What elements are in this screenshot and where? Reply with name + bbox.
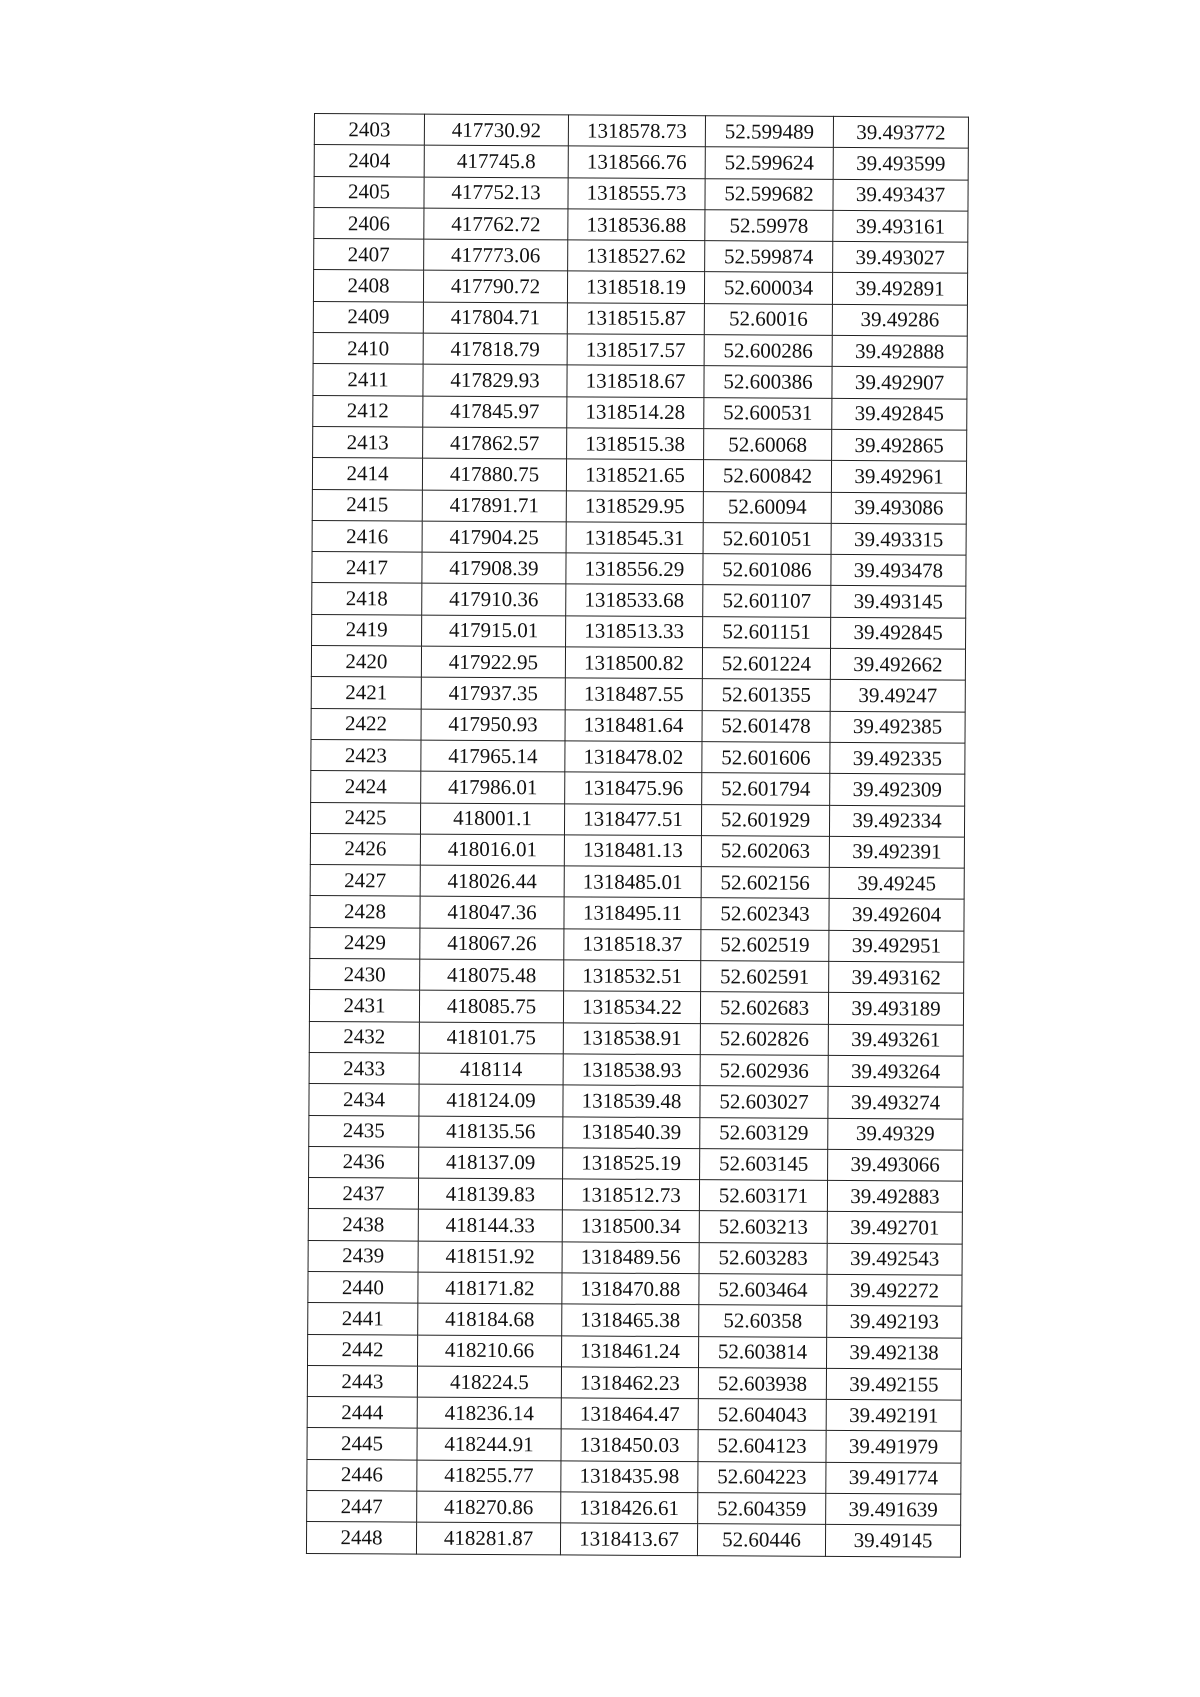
point-number-cell: 2438 <box>308 1209 418 1241</box>
table-row <box>311 646 965 681</box>
x-coordinate-cell: 417908.39 <box>422 552 566 584</box>
x-coordinate-cell: 418124.09 <box>419 1084 563 1116</box>
point-number-cell: 2404 <box>314 145 424 177</box>
longitude-cell: 39.493162 <box>829 961 964 993</box>
table-row <box>312 583 966 618</box>
longitude-cell: 39.492845 <box>832 398 967 430</box>
x-coordinate-cell: 417880.75 <box>422 458 566 490</box>
y-coordinate-cell: 1318527.62 <box>568 240 705 272</box>
point-number-cell: 2430 <box>310 959 420 991</box>
y-coordinate-cell: 1318512.73 <box>562 1179 699 1211</box>
longitude-cell: 39.492309 <box>830 774 965 806</box>
latitude-cell: 52.603129 <box>700 1117 828 1149</box>
table-row <box>308 1178 962 1213</box>
latitude-cell: 52.602683 <box>700 992 828 1024</box>
latitude-cell: 52.603283 <box>699 1242 827 1274</box>
y-coordinate-cell: 1318450.03 <box>561 1429 698 1461</box>
latitude-cell: 52.603027 <box>700 1086 828 1118</box>
y-coordinate-cell: 1318515.87 <box>567 303 704 335</box>
latitude-cell: 52.602826 <box>700 1023 828 1055</box>
point-number-cell: 2436 <box>309 1146 419 1178</box>
point-number-cell: 2431 <box>309 990 419 1022</box>
latitude-cell: 52.601086 <box>703 554 831 586</box>
point-number-cell: 2423 <box>311 739 421 771</box>
x-coordinate-cell: 417762.72 <box>424 208 568 240</box>
latitude-cell: 52.604223 <box>698 1461 826 1493</box>
y-coordinate-cell: 1318426.61 <box>561 1492 698 1524</box>
y-coordinate-cell: 1318481.13 <box>564 835 701 867</box>
longitude-cell: 39.491639 <box>826 1493 961 1525</box>
y-coordinate-cell: 1318517.57 <box>567 334 704 366</box>
latitude-cell: 52.600034 <box>704 272 832 304</box>
point-number-cell: 2422 <box>311 708 421 740</box>
x-coordinate-cell: 418047.36 <box>420 897 564 929</box>
y-coordinate-cell: 1318539.48 <box>563 1085 700 1117</box>
point-number-cell: 2421 <box>311 677 421 709</box>
point-number-cell: 2425 <box>310 802 420 834</box>
x-coordinate-cell: 417915.01 <box>422 615 566 647</box>
point-number-cell: 2448 <box>306 1522 416 1554</box>
y-coordinate-cell: 1318515.38 <box>567 428 704 460</box>
latitude-cell: 52.604043 <box>698 1399 826 1431</box>
longitude-cell: 39.493086 <box>831 492 966 524</box>
table-row <box>310 802 964 837</box>
longitude-cell: 39.492334 <box>829 805 964 837</box>
table-row <box>314 145 968 180</box>
point-number-cell: 2445 <box>307 1428 417 1460</box>
table-row <box>310 865 964 900</box>
longitude-cell: 39.492701 <box>827 1212 962 1244</box>
x-coordinate-cell: 417818.79 <box>423 333 567 365</box>
longitude-cell: 39.493189 <box>828 993 963 1025</box>
table-row <box>308 1209 962 1244</box>
latitude-cell: 52.60016 <box>704 303 832 335</box>
longitude-cell: 39.492385 <box>830 711 965 743</box>
latitude-cell: 52.602591 <box>701 961 829 993</box>
latitude-cell: 52.604359 <box>698 1493 826 1525</box>
y-coordinate-cell: 1318485.01 <box>564 866 701 898</box>
table-row <box>307 1428 961 1463</box>
point-number-cell: 2428 <box>310 896 420 928</box>
y-coordinate-cell: 1318481.64 <box>565 710 702 742</box>
y-coordinate-cell: 1318435.98 <box>561 1461 698 1493</box>
coordinates-table <box>306 113 969 1557</box>
latitude-cell: 52.60068 <box>704 429 832 461</box>
point-number-cell: 2411 <box>313 364 423 396</box>
longitude-cell: 39.492662 <box>830 648 965 680</box>
table-row <box>313 364 967 399</box>
longitude-cell: 39.492883 <box>827 1180 962 1212</box>
point-number-cell: 2441 <box>308 1303 418 1335</box>
y-coordinate-cell: 1318514.28 <box>567 397 704 429</box>
y-coordinate-cell: 1318525.19 <box>563 1148 700 1180</box>
y-coordinate-cell: 1318518.37 <box>564 929 701 961</box>
point-number-cell: 2447 <box>307 1491 417 1523</box>
table-row <box>309 1115 963 1150</box>
x-coordinate-cell: 417922.95 <box>421 646 565 678</box>
point-number-cell: 2409 <box>313 301 423 333</box>
y-coordinate-cell: 1318489.56 <box>562 1242 699 1274</box>
point-number-cell: 2440 <box>308 1271 418 1303</box>
y-coordinate-cell: 1318513.33 <box>566 616 703 648</box>
point-number-cell: 2405 <box>314 176 424 208</box>
point-number-cell: 2403 <box>314 114 424 146</box>
x-coordinate-cell: 418139.83 <box>418 1178 562 1210</box>
y-coordinate-cell: 1318538.93 <box>563 1054 700 1086</box>
longitude-cell: 39.493599 <box>833 148 968 180</box>
table-row <box>313 270 967 305</box>
x-coordinate-cell: 418151.92 <box>418 1241 562 1273</box>
x-coordinate-cell: 418255.77 <box>417 1460 561 1492</box>
latitude-cell: 52.602343 <box>701 898 829 930</box>
longitude-cell: 39.492193 <box>827 1306 962 1338</box>
latitude-cell: 52.60094 <box>703 491 831 523</box>
x-coordinate-cell: 417790.72 <box>423 271 567 303</box>
x-coordinate-cell: 417730.92 <box>424 114 568 146</box>
x-coordinate-cell: 418016.01 <box>420 834 564 866</box>
y-coordinate-cell: 1318500.82 <box>565 647 702 679</box>
latitude-cell: 52.599682 <box>705 178 833 210</box>
x-coordinate-cell: 418171.82 <box>418 1272 562 1304</box>
point-number-cell: 2407 <box>314 239 424 271</box>
x-coordinate-cell: 418281.87 <box>416 1522 560 1554</box>
longitude-cell: 39.49286 <box>832 304 967 336</box>
longitude-cell: 39.493066 <box>828 1149 963 1181</box>
y-coordinate-cell: 1318465.38 <box>562 1304 699 1336</box>
table-row <box>310 927 964 962</box>
longitude-cell: 39.492272 <box>827 1274 962 1306</box>
table-row <box>311 708 965 743</box>
table-row <box>313 426 967 461</box>
table-row <box>313 395 967 430</box>
latitude-cell: 52.601929 <box>701 804 829 836</box>
x-coordinate-cell: 417965.14 <box>421 740 565 772</box>
point-number-cell: 2427 <box>310 865 420 897</box>
latitude-cell: 52.60358 <box>699 1305 827 1337</box>
longitude-cell: 39.493315 <box>831 523 966 555</box>
latitude-cell: 52.602936 <box>700 1055 828 1087</box>
longitude-cell: 39.493161 <box>833 210 968 242</box>
longitude-cell: 39.493261 <box>828 1024 963 1056</box>
longitude-cell: 39.492888 <box>832 335 967 367</box>
longitude-cell: 39.492891 <box>832 273 967 305</box>
y-coordinate-cell: 1318533.68 <box>566 584 703 616</box>
x-coordinate-cell: 417773.06 <box>424 239 568 271</box>
longitude-cell: 39.49145 <box>825 1525 960 1557</box>
latitude-cell: 52.603171 <box>699 1180 827 1212</box>
point-number-cell: 2437 <box>308 1178 418 1210</box>
x-coordinate-cell: 417862.57 <box>423 427 567 459</box>
y-coordinate-cell: 1318495.11 <box>564 897 701 929</box>
table-row <box>309 1021 963 1056</box>
table-row <box>309 1052 963 1087</box>
x-coordinate-cell: 417950.93 <box>421 709 565 741</box>
point-number-cell: 2417 <box>312 552 422 584</box>
table-row <box>311 771 965 806</box>
longitude-cell: 39.491979 <box>826 1431 961 1463</box>
y-coordinate-cell: 1318521.65 <box>566 459 703 491</box>
x-coordinate-cell: 418184.68 <box>418 1303 562 1335</box>
y-coordinate-cell: 1318461.24 <box>562 1335 699 1367</box>
x-coordinate-cell: 418085.75 <box>419 990 563 1022</box>
x-coordinate-cell: 418270.86 <box>417 1491 561 1523</box>
table-row <box>314 239 968 274</box>
longitude-cell: 39.493772 <box>833 116 968 148</box>
latitude-cell: 52.601794 <box>702 773 830 805</box>
x-coordinate-cell: 418244.91 <box>417 1429 561 1461</box>
table-row <box>312 520 966 555</box>
y-coordinate-cell: 1318566.76 <box>568 146 705 178</box>
longitude-cell: 39.492961 <box>831 461 966 493</box>
table-row <box>308 1303 962 1338</box>
x-coordinate-cell: 418210.66 <box>418 1335 562 1367</box>
longitude-cell: 39.49329 <box>828 1118 963 1150</box>
point-number-cell: 2414 <box>312 458 422 490</box>
point-number-cell: 2408 <box>313 270 423 302</box>
point-number-cell: 2435 <box>309 1115 419 1147</box>
table-row <box>313 333 967 368</box>
latitude-cell: 52.600531 <box>704 397 832 429</box>
latitude-cell: 52.604123 <box>698 1430 826 1462</box>
longitude-cell: 39.492155 <box>826 1368 961 1400</box>
latitude-cell: 52.602063 <box>701 836 829 868</box>
latitude-cell: 52.601224 <box>702 648 830 680</box>
table-row <box>306 1522 960 1557</box>
y-coordinate-cell: 1318518.19 <box>567 271 704 303</box>
x-coordinate-cell: 417986.01 <box>421 771 565 803</box>
x-coordinate-cell: 417845.97 <box>423 396 567 428</box>
longitude-cell: 39.49247 <box>830 680 965 712</box>
table-row <box>309 1146 963 1181</box>
x-coordinate-cell: 417937.35 <box>421 677 565 709</box>
latitude-cell: 52.603464 <box>699 1274 827 1306</box>
x-coordinate-cell: 417891.71 <box>422 490 566 522</box>
point-number-cell: 2442 <box>308 1334 418 1366</box>
point-number-cell: 2410 <box>313 333 423 365</box>
x-coordinate-cell: 418144.33 <box>418 1209 562 1241</box>
y-coordinate-cell: 1318540.39 <box>563 1116 700 1148</box>
point-number-cell: 2429 <box>310 927 420 959</box>
x-coordinate-cell: 418114 <box>419 1053 563 1085</box>
longitude-cell: 39.492391 <box>829 836 964 868</box>
point-number-cell: 2426 <box>310 833 420 865</box>
latitude-cell: 52.603938 <box>698 1368 826 1400</box>
x-coordinate-cell: 418067.26 <box>420 928 564 960</box>
table-row <box>311 739 965 774</box>
x-coordinate-cell: 417752.13 <box>424 177 568 209</box>
y-coordinate-cell: 1318478.02 <box>565 741 702 773</box>
point-number-cell: 2419 <box>312 614 422 646</box>
point-number-cell: 2416 <box>312 520 422 552</box>
table-row <box>312 614 966 649</box>
longitude-cell: 39.49245 <box>829 868 964 900</box>
latitude-cell: 52.600386 <box>704 366 832 398</box>
x-coordinate-cell: 417910.36 <box>422 584 566 616</box>
longitude-cell: 39.493274 <box>828 1087 963 1119</box>
latitude-cell: 52.601606 <box>702 742 830 774</box>
latitude-cell: 52.599624 <box>705 147 833 179</box>
point-number-cell: 2413 <box>313 426 423 458</box>
longitude-cell: 39.492191 <box>826 1400 961 1432</box>
coordinates-table-body <box>306 114 968 1557</box>
y-coordinate-cell: 1318534.22 <box>563 991 700 1023</box>
latitude-cell: 52.599874 <box>705 241 833 273</box>
table-row <box>308 1240 962 1275</box>
latitude-cell: 52.599489 <box>705 116 833 148</box>
table-row <box>308 1271 962 1306</box>
x-coordinate-cell: 417829.93 <box>423 364 567 396</box>
table-row <box>307 1365 961 1400</box>
point-number-cell: 2420 <box>311 646 421 678</box>
x-coordinate-cell: 418137.09 <box>419 1147 563 1179</box>
point-number-cell: 2415 <box>312 489 422 521</box>
table-row <box>312 489 966 524</box>
table-row <box>310 959 964 994</box>
y-coordinate-cell: 1318475.96 <box>565 772 702 804</box>
table-row <box>310 896 964 931</box>
table-row <box>314 176 968 211</box>
point-number-cell: 2446 <box>307 1459 417 1491</box>
latitude-cell: 52.603213 <box>699 1211 827 1243</box>
table-row <box>307 1459 961 1494</box>
table-row <box>314 207 968 242</box>
latitude-cell: 52.601151 <box>703 616 831 648</box>
point-number-cell: 2412 <box>313 395 423 427</box>
table-row <box>307 1491 961 1526</box>
longitude-cell: 39.492138 <box>826 1337 961 1369</box>
y-coordinate-cell: 1318555.73 <box>568 178 705 210</box>
x-coordinate-cell: 418101.75 <box>419 1022 563 1054</box>
table-row <box>309 990 963 1025</box>
table-row <box>312 458 966 493</box>
y-coordinate-cell: 1318518.67 <box>567 365 704 397</box>
table-row <box>312 552 966 587</box>
latitude-cell: 52.60446 <box>697 1524 825 1556</box>
latitude-cell: 52.603145 <box>700 1148 828 1180</box>
table-row <box>310 833 964 868</box>
table-row <box>307 1397 961 1432</box>
y-coordinate-cell: 1318477.51 <box>564 803 701 835</box>
longitude-cell: 39.492907 <box>832 367 967 399</box>
table-row <box>308 1334 962 1369</box>
table-row <box>311 677 965 712</box>
table-row <box>314 114 968 149</box>
point-number-cell: 2418 <box>312 583 422 615</box>
latitude-cell: 52.600842 <box>703 460 831 492</box>
point-number-cell: 2443 <box>307 1365 417 1397</box>
longitude-cell: 39.492865 <box>832 429 967 461</box>
point-number-cell: 2444 <box>307 1397 417 1429</box>
y-coordinate-cell: 1318538.91 <box>563 1023 700 1055</box>
y-coordinate-cell: 1318500.34 <box>562 1210 699 1242</box>
x-coordinate-cell: 418224.5 <box>417 1366 561 1398</box>
y-coordinate-cell: 1318529.95 <box>566 490 703 522</box>
latitude-cell: 52.603814 <box>698 1336 826 1368</box>
y-coordinate-cell: 1318536.88 <box>568 209 705 241</box>
latitude-cell: 52.601355 <box>702 679 830 711</box>
y-coordinate-cell: 1318413.67 <box>560 1523 697 1555</box>
table-row <box>309 1084 963 1119</box>
x-coordinate-cell: 417745.8 <box>424 145 568 177</box>
y-coordinate-cell: 1318578.73 <box>568 115 705 147</box>
y-coordinate-cell: 1318532.51 <box>564 960 701 992</box>
point-number-cell: 2439 <box>308 1240 418 1272</box>
latitude-cell: 52.602519 <box>701 929 829 961</box>
point-number-cell: 2406 <box>314 207 424 239</box>
latitude-cell: 52.601107 <box>703 585 831 617</box>
longitude-cell: 39.493145 <box>831 586 966 618</box>
longitude-cell: 39.492845 <box>831 617 966 649</box>
longitude-cell: 39.493027 <box>833 242 968 274</box>
latitude-cell: 52.601478 <box>702 710 830 742</box>
x-coordinate-cell: 418135.56 <box>419 1116 563 1148</box>
latitude-cell: 52.59978 <box>705 210 833 242</box>
point-number-cell: 2434 <box>309 1084 419 1116</box>
longitude-cell: 39.491774 <box>826 1462 961 1494</box>
longitude-cell: 39.492335 <box>830 742 965 774</box>
longitude-cell: 39.492951 <box>829 930 964 962</box>
y-coordinate-cell: 1318464.47 <box>561 1398 698 1430</box>
latitude-cell: 52.602156 <box>701 867 829 899</box>
y-coordinate-cell: 1318556.29 <box>566 553 703 585</box>
table-row <box>313 301 967 336</box>
y-coordinate-cell: 1318545.31 <box>566 522 703 554</box>
y-coordinate-cell: 1318470.88 <box>562 1273 699 1305</box>
y-coordinate-cell: 1318487.55 <box>565 678 702 710</box>
x-coordinate-cell: 417904.25 <box>422 521 566 553</box>
x-coordinate-cell: 418001.1 <box>420 803 564 835</box>
point-number-cell: 2424 <box>311 771 421 803</box>
x-coordinate-cell: 418236.14 <box>417 1397 561 1429</box>
latitude-cell: 52.600286 <box>704 335 832 367</box>
longitude-cell: 39.493478 <box>831 555 966 587</box>
x-coordinate-cell: 418075.48 <box>420 959 564 991</box>
longitude-cell: 39.492604 <box>829 899 964 931</box>
x-coordinate-cell: 418026.44 <box>420 865 564 897</box>
longitude-cell: 39.493264 <box>828 1055 963 1087</box>
point-number-cell: 2432 <box>309 1021 419 1053</box>
longitude-cell: 39.492543 <box>827 1243 962 1275</box>
x-coordinate-cell: 417804.71 <box>423 302 567 334</box>
point-number-cell: 2433 <box>309 1052 419 1084</box>
y-coordinate-cell: 1318462.23 <box>561 1367 698 1399</box>
latitude-cell: 52.601051 <box>703 523 831 555</box>
longitude-cell: 39.493437 <box>833 179 968 211</box>
